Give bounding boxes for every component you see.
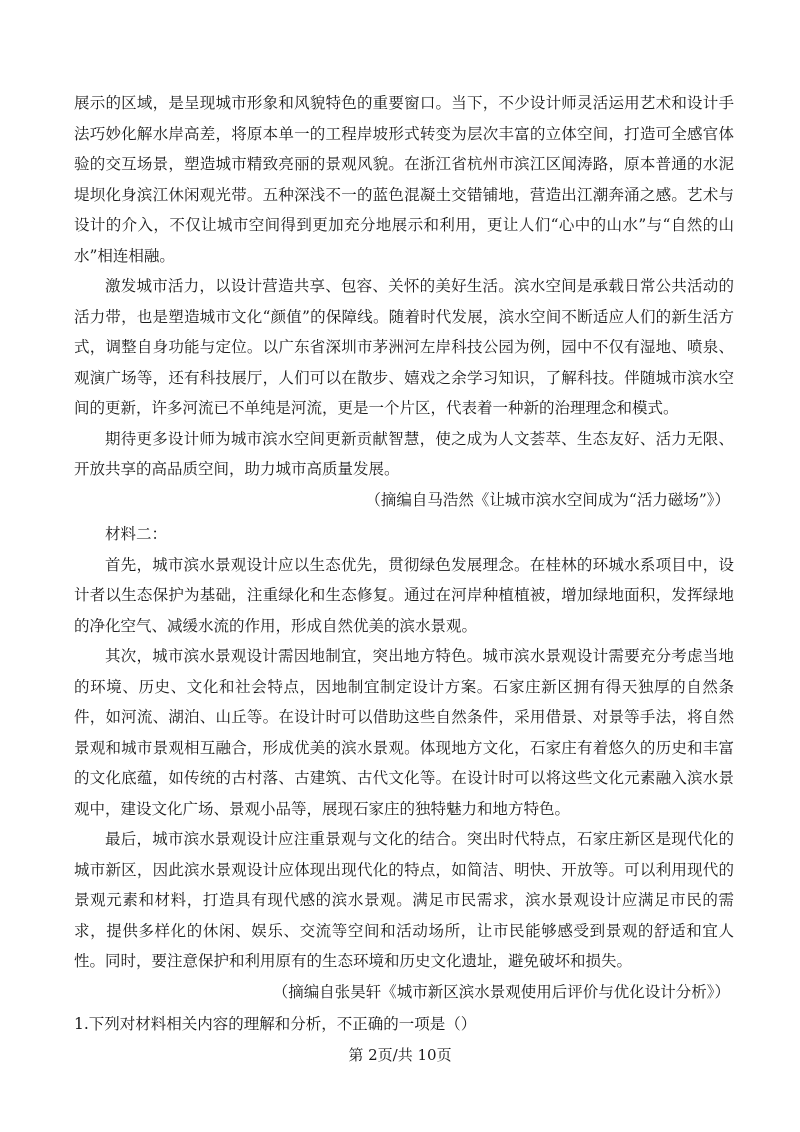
material2-paragraph-1: 首先，城市滨水景观设计应以生态优先，贯彻绿色发展理念。在桂林的环城水系项目中，设计者以生态保护为基础，注重绿化和生态修复。通过在河岸种植植被，增加绿地面积，发挥绿地的净化空气、减缓水流的作用，形成自然优美的滨水景观。 xyxy=(74,555,734,635)
document-body xyxy=(74,88,734,1040)
material2-paragraph-2: 其次，城市滨水景观设计需因地制宜，突出地方特色。城市滨水景观设计需要充分考虑当地的环境、历史、文化和社会特点，因地制宜制定设计方案。石家庄新区拥有得天独厚的自然条件，如河流、湖泊、山丘等。在设计时可以借助这些自然条件，采用借景、对景等手法，将自然景观和城市景观相互融合，形成优美的滨水景观。体现地方文化，石家庄有着悠久的历史和丰富的文化底蕴，如传统的古村落、古建筑、古代文化等。在设计时可以将这些文化元素融入滨水景观中，建设文化广场、景观小品等，展现石家庄的独特魅力和地方特色。 xyxy=(74,647,734,818)
question-1: 1.下列对材料相关内容的理解和分析，不正确的一项是（） xyxy=(74,1015,477,1033)
material2-label: 材料二： xyxy=(105,525,168,543)
page-footer: 第 2页/共 10页 xyxy=(348,1046,452,1064)
material1-paragraph-1: 展示的区域，是呈现城市形象和风貌特色的重要窗口。当下，不少设计师灵活运用艺术和设计手法巧妙化解水岸高差，将原本单一的工程岸坡形式转变为层次丰富的立体空间，打造可全感官体验的交互场景，塑造城市精致亮丽的景观风貌。在浙江省杭州市滨江区闻涛路，原本普通的水泥堤坝化身滨江休闲观光带。五种深浅不一的蓝色混凝土交错铺地，营造出江潮奔涌之感。艺术与设计的介入，不仅让城市空间得到更加充分地展示和利用，更让人们“心中的山水”与“自然的山水”相连相融。 xyxy=(74,94,734,265)
material1-paragraph-2: 激发城市活力，以设计营造共享、包容、关怀的美好生活。滨水空间是承载日常公共活动的活力带，也是塑造城市文化“颜值”的保障线。随着时代发展，滨水空间不断适应人们的新生活方式，调整自身功能与定位。以广东省深圳市茅洲河左岸科技公园为例，园中不仅有湿地、喷泉、观演广场等，还有科技展厅，人们可以在散步、嬉戏之余学习知识，了解科技。伴随城市滨水空间的更新，许多河流已不单纯是河流，更是一个片区，代表着一种新的治理理念和模式。 xyxy=(74,277,734,417)
material1-source: （摘编自马浩然《让城市滨水空间成为“活力磁场”》） xyxy=(365,490,730,509)
material2-source: （摘编自张昊轩《城市新区滨水景观使用后评价与优化设计分析》） xyxy=(272,982,730,1001)
material1-paragraph-3: 期待更多设计师为城市滨水空间更新贡献智慧，使之成为人文荟萃、生态友好、活力无限、开放共享的高品质空间，助力城市高质量发展。 xyxy=(74,429,734,478)
material2-paragraph-3: 最后，城市滨水景观设计应注重景观与文化的结合。突出时代特点，石家庄新区是现代化的城市新区，因此滨水景观设计应体现出现代化的特点，如简洁、明快、开放等。可以利用现代的景观元素和材料，打造具有现代感的滨水景观。满足市民需求，滨水景观设计应满足市民的需求，提供多样化的休闲、娱乐、交流等空间和活动场所，让市民能够感受到景观的舒适和宜人性。同时，要注意保护和利用原有的生态环境和历史文化遗址，避免破坏和损失。 xyxy=(74,830,734,970)
